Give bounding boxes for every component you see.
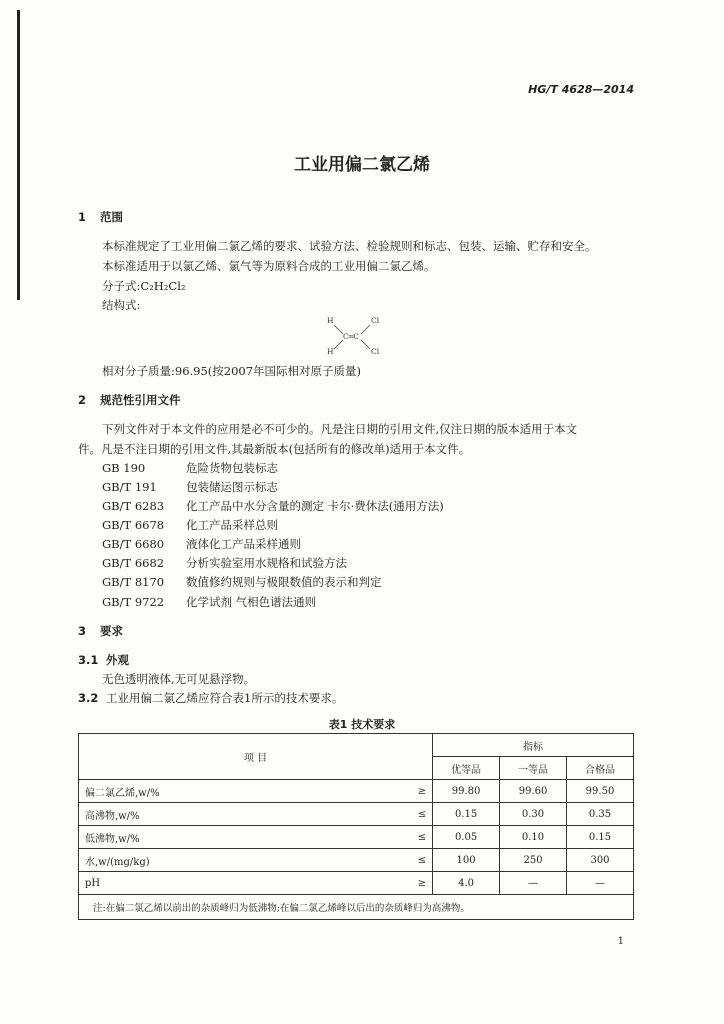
value-cell: 0.15	[433, 803, 500, 826]
scope-paragraph-2: 本标准适用于以氯乙烯、氯气等为原料合成的工业用偏二氯乙烯。	[102, 259, 436, 273]
relation-sign: ≤	[400, 803, 433, 826]
reference-item	[102, 594, 316, 610]
section-1-heading	[78, 209, 123, 225]
ref-title: 数值修约规则与极限数值的表示和判定	[186, 575, 382, 589]
value-cell: 4.0	[433, 872, 500, 895]
relation-sign: ≤	[400, 826, 433, 849]
value-cell: 250	[500, 849, 567, 872]
value-cell: 0.15	[567, 826, 634, 849]
document-title: 工业用偏二氯乙烯	[294, 155, 430, 175]
section-2-heading	[78, 392, 181, 408]
appearance-text: 无色透明液体,无可见悬浮物。	[102, 672, 256, 686]
ref-code: GB/T 6682	[102, 556, 165, 570]
ref-code: GB/T 8170	[102, 575, 165, 589]
section-3-heading	[78, 623, 123, 639]
section-title: 范围	[100, 210, 123, 224]
table-row	[79, 803, 634, 826]
section-text: 工业用偏二氯乙烯应符合表1所示的技术要求。	[106, 691, 344, 705]
molecular-formula: 分子式:C₂H₂Cl₂	[102, 279, 186, 293]
value-cell: 100	[433, 849, 500, 872]
relation-sign: ≤	[400, 849, 433, 872]
structure-cl-top: Cl	[371, 316, 380, 325]
value-cell: 0.30	[500, 803, 567, 826]
ref-code: GB/T 9722	[102, 595, 165, 609]
section-3-1-heading	[78, 652, 129, 668]
ref-title: 危险货物包装标志	[186, 461, 278, 475]
value-cell: —	[500, 872, 567, 895]
value-cell: 99.60	[500, 780, 567, 803]
section-title: 要求	[100, 624, 123, 638]
page-number: 1	[617, 936, 624, 947]
reference-item	[102, 498, 444, 514]
ref-code: GB/T 6678	[102, 518, 165, 532]
structure-bonds	[325, 316, 381, 358]
table-note: 注:在偏二氯乙烯以前出的杂质峰归为低沸物;在偏二氯乙烯峰以后出的杂质峰归为高沸物。	[79, 895, 634, 920]
technical-requirements-table	[78, 733, 634, 920]
grade-header: 一等品	[500, 757, 567, 780]
grade-header: 合格品	[567, 757, 634, 780]
section-number: 1	[78, 210, 87, 224]
item-name: pH	[79, 872, 401, 895]
section-number: 3	[78, 624, 87, 638]
value-cell: 0.05	[433, 826, 500, 849]
structure-c-c: C═C	[343, 332, 359, 341]
item-name: 水,w/(mg/kg)	[79, 849, 401, 872]
structure-label: 结构式:	[102, 298, 141, 312]
reference-item	[102, 479, 278, 495]
ref-code: GB 190	[102, 461, 146, 475]
value-cell: 0.10	[500, 826, 567, 849]
ref-title: 分析实验室用水规格和试验方法	[186, 556, 347, 570]
index-header: 指标	[433, 734, 634, 757]
reference-item	[102, 536, 301, 552]
refs-intro-line-2: 件。凡是不注日期的引用文件,其最新版本(包括所有的修改单)适用于本文件。	[78, 442, 471, 456]
structure-h-top: H	[327, 316, 334, 325]
table-caption: 表1 技术要求	[328, 718, 396, 731]
value-cell: 0.35	[567, 803, 634, 826]
section-title: 外观	[106, 653, 129, 667]
item-name: 高沸物,w/%	[79, 803, 401, 826]
refs-intro-line-1: 下列文件对于本文件的应用是必不可少的。凡是注日期的引用文件,仅注日期的版本适用于本文	[102, 422, 578, 436]
structure-cl-bottom: Cl	[371, 347, 380, 356]
reference-item	[102, 460, 278, 476]
item-name: 偏二氯乙烯,w/%	[79, 780, 401, 803]
value-cell: 99.80	[433, 780, 500, 803]
table-row	[79, 849, 634, 872]
molecular-mass: 相对分子质量:96.95(按2007年国际相对原子质量)	[102, 364, 362, 378]
reference-item	[102, 555, 347, 571]
section-title: 规范性引用文件	[100, 393, 181, 407]
item-header: 项 目	[79, 734, 433, 780]
scope-paragraph-1: 本标准规定了工业用偏二氯乙烯的要求、试验方法、检验规则和标志、包装、运输、贮存和安全。	[102, 239, 597, 253]
item-name: 低沸物,w/%	[79, 826, 401, 849]
section-number: 3.1	[78, 653, 99, 667]
reference-item	[102, 574, 382, 590]
grade-header: 优等品	[433, 757, 500, 780]
value-cell: 300	[567, 849, 634, 872]
section-number: 3.2	[78, 691, 99, 705]
value-cell: 99.50	[567, 780, 634, 803]
section-3-2-line	[78, 690, 343, 706]
ref-code: GB/T 6283	[102, 499, 165, 513]
value-cell: —	[567, 872, 634, 895]
ref-title: 化学试剂 气相色谱法通则	[186, 595, 317, 609]
table-header-row	[79, 734, 634, 757]
section-number: 2	[78, 393, 87, 407]
table-row	[79, 780, 634, 803]
ref-title: 液体化工产品采样通则	[186, 537, 301, 551]
ref-code: GB/T 6680	[102, 537, 165, 551]
table-row	[79, 872, 634, 895]
ref-title: 包装储运图示标志	[186, 480, 278, 494]
structure-h-bottom: H	[327, 347, 334, 356]
table-row	[79, 826, 634, 849]
ref-code: GB/T 191	[102, 480, 157, 494]
relation-sign: ≥	[400, 872, 433, 895]
ref-title: 化工产品中水分含量的测定 卡尔·费休法(通用方法)	[186, 499, 444, 513]
standard-code: HG/T 4628—2014	[528, 83, 634, 96]
relation-sign: ≥	[400, 780, 433, 803]
reference-item	[102, 517, 278, 533]
table-note-row	[79, 895, 634, 920]
ref-title: 化工产品采样总则	[186, 518, 278, 532]
